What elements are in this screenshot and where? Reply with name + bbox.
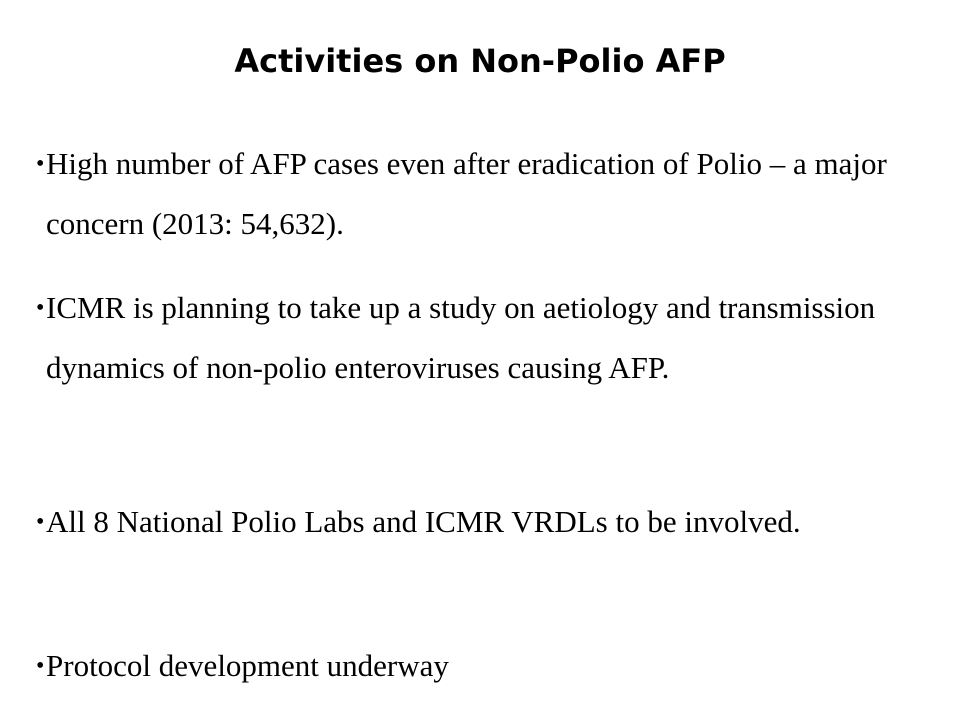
bullet-text: All 8 National Polio Labs and ICMR VRDLs to be involved. bbox=[46, 504, 801, 539]
bullet-item bbox=[36, 278, 916, 398]
bullet-point-icon: • bbox=[36, 151, 45, 177]
slide-title: Activities on Non-Polio AFP bbox=[234, 42, 726, 80]
bullet-point-icon: • bbox=[36, 653, 45, 679]
bullet-text: ICMR is planning to take up a study on aetiology and transmission dynamics of non-polio enteroviruses causing AFP. bbox=[46, 290, 876, 385]
bullet-point-icon: • bbox=[36, 509, 45, 535]
bullet-item bbox=[36, 492, 916, 552]
bullet-point-icon: • bbox=[36, 295, 45, 321]
bullet-text: Protocol development underway bbox=[46, 648, 449, 683]
bullet-item bbox=[36, 636, 916, 696]
bullet-item bbox=[36, 134, 916, 254]
bullet-text: High number of AFP cases even after eradication of Polio – a major concern (2013: 54,632). bbox=[46, 146, 887, 241]
